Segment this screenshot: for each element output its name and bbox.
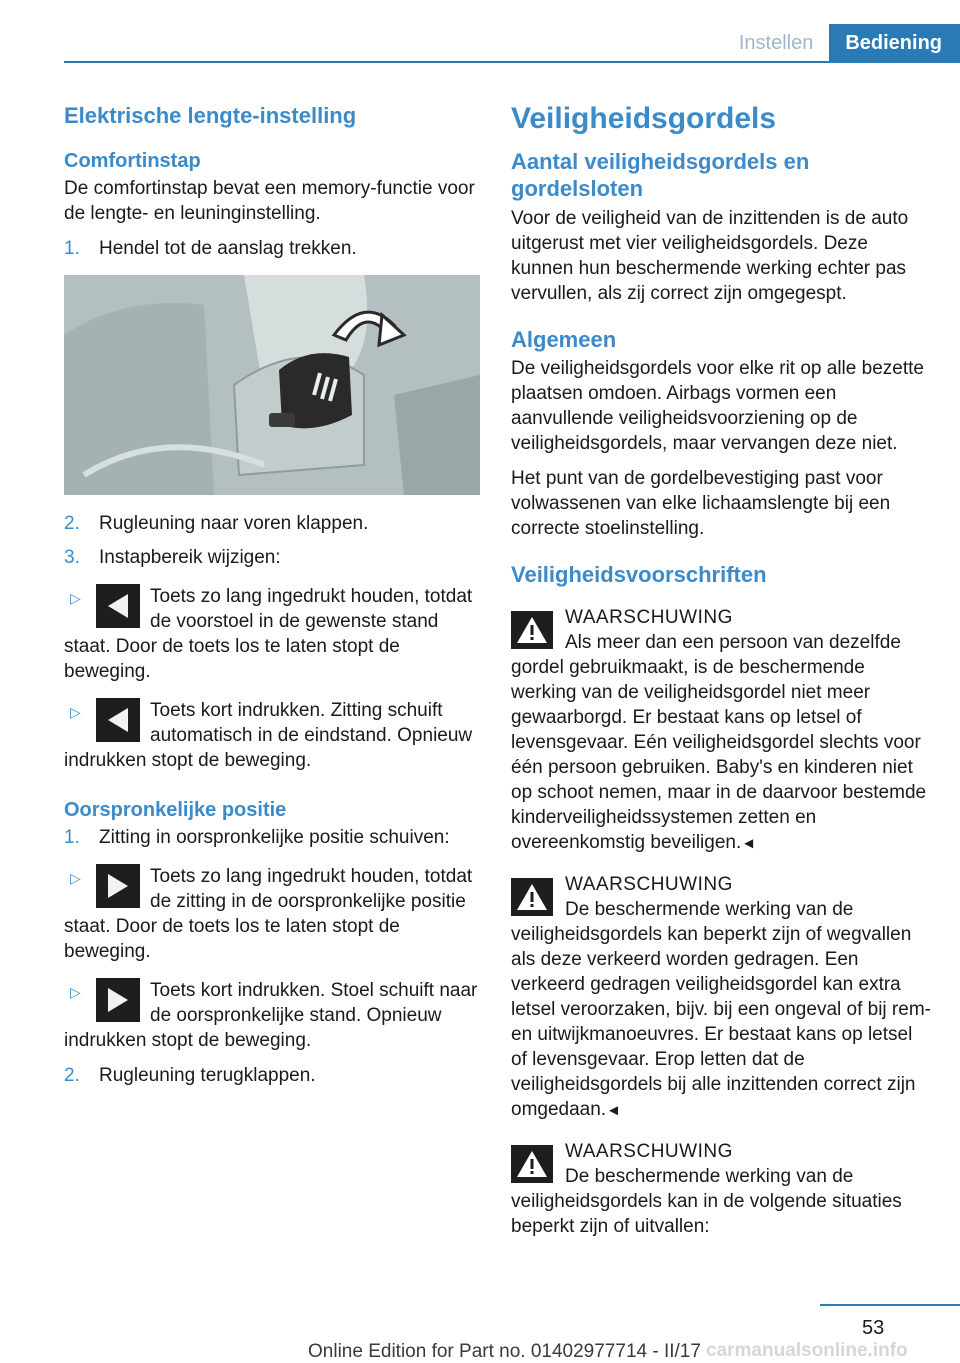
right-column: [511, 92, 931, 1253]
arrow-left-key-icon: [96, 584, 140, 628]
left-column: [64, 92, 482, 1097]
sub-step-item: [64, 584, 482, 684]
sub-step-text: Toets kort indrukken. Stoel schuift naar de oorspronkelijke stand. Opnieuw indrukken stopt de beweging.: [64, 980, 478, 1051]
step-item: [64, 1063, 482, 1088]
page-number: 53: [862, 1317, 885, 1339]
step-number: 1.: [64, 238, 80, 259]
warning-block: [511, 605, 931, 856]
heading-safety-rules: Veiligheidsvoorschriften: [511, 562, 767, 587]
footer-edition: Online Edition for Part no. 01402977714 - II/17: [308, 1341, 701, 1362]
heading-veiligheidsgordels: Veiligheidsgordels: [511, 102, 777, 135]
footer-rule: [820, 1304, 960, 1306]
watermark: carmanualsonline.info: [706, 1340, 908, 1361]
tab-instellen[interactable]: Instellen: [738, 32, 814, 54]
seat-lever-illustration: [64, 275, 480, 495]
tab-bediening[interactable]: Bediening: [829, 24, 960, 62]
warning-text: De beschermende werking van de veiligheidsgordels kan in de volgende situaties beperkt zijn of uitvallen:: [511, 1166, 902, 1237]
general-paragraph-2: Het punt van de gordelbevestiging past voor volwassenen van elke lichaamslengte bij een correcte stoelinstelling.: [511, 468, 891, 539]
seat-lever-photo: [64, 275, 480, 495]
heading-belt-count: Aantal veiligheidsgordels en gordelsloten: [511, 149, 810, 201]
sub-step-text: Toets zo lang ingedrukt houden, totdat de voorstoel in de gewenste stand staat. Door de toets los te laten stopt de beweging.: [64, 586, 473, 682]
step-item: [64, 825, 482, 850]
step-item: [64, 545, 482, 570]
end-mark: ◄: [606, 1102, 621, 1119]
warning-block: [511, 872, 931, 1123]
step-item: [64, 511, 482, 536]
step-item: [64, 236, 482, 261]
step-number: 2.: [64, 1065, 80, 1086]
step-number: 3.: [64, 547, 80, 568]
sub-step-text: Toets kort indrukken. Zitting schuift automatisch in de eindstand. Opnieuw indrukken stopt de beweging.: [64, 700, 473, 771]
header-tabs: [723, 24, 960, 62]
belt-count-text: Voor de veiligheid van de inzittenden is de auto uitgerust met vier veiligheidsgordels. Deze kunnen hun beschermende werking echter pas vervullen, als zij correct zijn omgegespt.: [511, 208, 909, 304]
warning-triangle-icon: [511, 1145, 553, 1183]
step-number: 1.: [64, 827, 80, 848]
warning-block: [511, 1139, 931, 1239]
triangle-right-icon: ▷: [70, 704, 81, 720]
header-rule: [64, 61, 960, 63]
step-number: 2.: [64, 513, 80, 534]
heading-algemeen: Algemeen: [511, 327, 617, 352]
step-text: Zitting in oorspronkelijke positie schuiven:: [99, 827, 450, 848]
arrow-left-key-icon: [96, 698, 140, 742]
step-text: Rugleuning terugklappen.: [99, 1065, 316, 1086]
warning-text: Als meer dan een persoon van dezelfde gordel gebruikmaakt, is de beschermende werking van de veiligheidsgordel niet meer gewaarborgd. Er bestaat kans op letsel of levensgevaar. Eén veiligheidsgordel slechts voor één persoon gebruiken. Baby's en kinderen niet op schoot nemen, maar in de daarvoor bestemde kinderveiligheidssystemen zetten en overeenkomstig beveiligen.: [511, 632, 927, 853]
sub-step-item: [64, 864, 482, 964]
sub-step-item: [64, 698, 482, 773]
section-title-length-adjustment: Elektrische lengte-instelling: [64, 103, 357, 128]
triangle-right-icon: ▷: [70, 984, 81, 1000]
step-text: Rugleuning naar voren klappen.: [99, 513, 369, 534]
triangle-right-icon: ▷: [70, 590, 81, 606]
general-paragraph-1: De veiligheidsgordels voor elke rit op alle bezette plaatsen omdoen. Airbags vormen een aanvullende veiligheidsvoorziening op de veiligheidsgordels, maar vervangen deze niet.: [511, 358, 924, 454]
warning-label: WAARSCHUWING: [565, 607, 733, 628]
arrow-right-key-icon: [96, 864, 140, 908]
step-text: Instapbereik wijzigen:: [99, 547, 281, 568]
comfort-intro: De comfortinstap bevat een memory-functie voor de lengte- en leuninginstelling.: [64, 178, 475, 224]
warning-label: WAARSCHUWING: [565, 1141, 733, 1162]
sub-step-item: [64, 978, 482, 1053]
warning-triangle-icon: [511, 611, 553, 649]
triangle-right-icon: ▷: [70, 870, 81, 886]
warning-label: WAARSCHUWING: [565, 874, 733, 895]
heading-original-position: Oorspronkelijke positie: [64, 799, 287, 821]
warning-text: De beschermende werking van de veiligheidsgordels kan beperkt zijn of wegvallen als deze verkeerd worden gedragen. Een verkeerd gedragen veiligheidsgordel kan extra letsel veroorzaken, bijv. bij een ongeval of bij rem- en uitwijkmanoeuvres. Er bestaat kans op letsel of levensgevaar. Erop letten dat de veiligheidsgordels bij alle inzittenden correct zijn omgedaan.: [511, 899, 931, 1120]
arrow-right-key-icon: [96, 978, 140, 1022]
end-mark: ◄: [741, 835, 757, 852]
warning-triangle-icon: [511, 878, 553, 916]
heading-comfortinstap: Comfortinstap: [64, 150, 201, 172]
step-text: Hendel tot de aanslag trekken.: [99, 238, 357, 259]
sub-step-text: Toets zo lang ingedrukt houden, totdat de zitting in de oorspronkelijke positie staat. Door de toets los te laten stopt de beweging.: [64, 866, 473, 962]
